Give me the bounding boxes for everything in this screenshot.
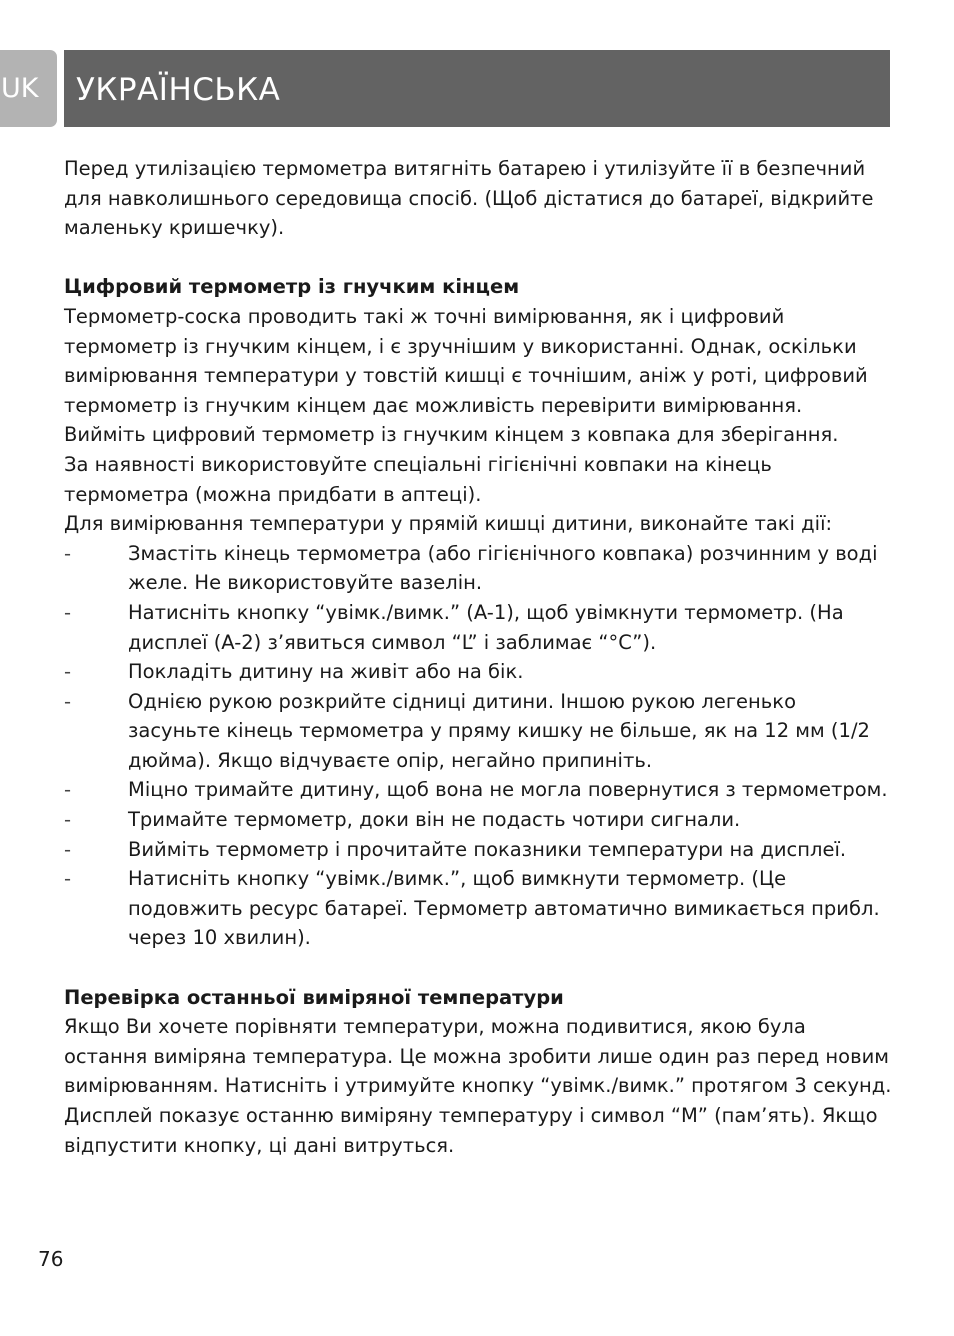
list-item [64, 775, 894, 805]
list-dash: - [64, 600, 72, 624]
paragraph: Термометр-соска проводить такі ж точні вимірювання, як і цифровий термометр із гнучким кінцем, і є зручнішим у використанні. Однак, оскільки вимірювання температури у товстій кишці є точнішим, аніж у роті, цифровий термометр із гнучким кінцем дає можливість перевірити вимірювання. [64, 304, 868, 417]
spacer [64, 953, 894, 983]
list-dash: - [64, 867, 72, 891]
list-item-text: Тримайте термометр, доки він не подасть чотири сигнали. [128, 808, 741, 832]
list-dash: - [64, 808, 72, 832]
list-item-text: Вийміть термометр і прочитайте показники температури на дисплеї. [128, 837, 847, 861]
list-item [64, 539, 894, 598]
list-dash: - [64, 660, 72, 684]
list-item [64, 657, 894, 687]
list-item-text: Натисніть кнопку “увімк./вимк.” (A-1), щоб увімкнути термометр. (На дисплеї (A-2) з’явиться символ “L” і заблимає “°C”). [128, 600, 844, 654]
list-item [64, 864, 894, 953]
list-item-text: Міцно тримайте дитину, щоб вона не могла повернутися з термометром. [128, 778, 888, 802]
list-dash: - [64, 689, 72, 713]
list-item [64, 598, 894, 657]
section-heading-flexible-thermometer: Цифровий термометр із гнучким кінцем [64, 275, 520, 299]
list-dash: - [64, 541, 72, 565]
paragraph: Вийміть цифровий термометр із гнучким кінцем з ковпака для зберігання. [64, 423, 839, 447]
language-tab: UK [0, 50, 57, 127]
section-title-bar [64, 50, 890, 127]
paragraph: За наявності використовуйте спеціальні гігієнічні ковпаки на кінець термометра (можна придбати в аптеці). [64, 452, 772, 506]
list-item-text: Однією рукою розкрийте сідниці дитини. Іншою рукою легенько засуньте кінець термометра у пряму кишку не більше, як на 12 мм (1/2 дюйма). Якщо відчуваєте опір, негайно припиніть. [128, 689, 870, 772]
list-item-text: Змастіть кінець термометра (або гігієнічного ковпака) розчинним у воді желе. Не використовуйте вазелін. [128, 541, 878, 595]
list-dash: - [64, 837, 72, 861]
spacer [64, 243, 894, 273]
list-item [64, 835, 894, 865]
intro-paragraph: Перед утилізацією термометра витягніть батарею і утилізуйте її в безпечний для навколишнього середовища спосіб. (Щоб дістатися до батареї, відкрийте маленьку кришечку). [64, 157, 874, 240]
steps-list [64, 539, 894, 953]
list-item-text: Натисніть кнопку “увімк./вимк.”, щоб вимкнути термометр. (Це подовжить ресурс батареї. Термометр автоматично вимикається прибл. через 10 хвилин). [128, 867, 880, 950]
paragraph: Для вимірювання температури у прямій кишці дитини, виконайте такі дії: [64, 512, 833, 536]
section-heading-last-temperature: Перевірка останньої виміряної температури [64, 985, 564, 1009]
page-title: УКРАЇНСЬКА [76, 72, 281, 108]
list-item-text: Покладіть дитину на живіт або на бік. [128, 660, 524, 684]
paragraph: Якщо Ви хочете порівняти температури, можна подивитися, якою була остання виміряна температура. Це можна зробити лише один раз перед новим вимірюванням. Натисніть і утримуйте кнопку “увімк./вимк.” протягом 3 секунд. Дисплей показує останню виміряну температуру і символ “M” (пам’ять). Якщо відпустити кнопку, ці дані витруться. [64, 1015, 892, 1157]
list-dash: - [64, 778, 72, 802]
page-number: 76 [38, 1247, 64, 1271]
list-item [64, 687, 894, 776]
document-body [64, 154, 894, 1160]
list-item [64, 805, 894, 835]
